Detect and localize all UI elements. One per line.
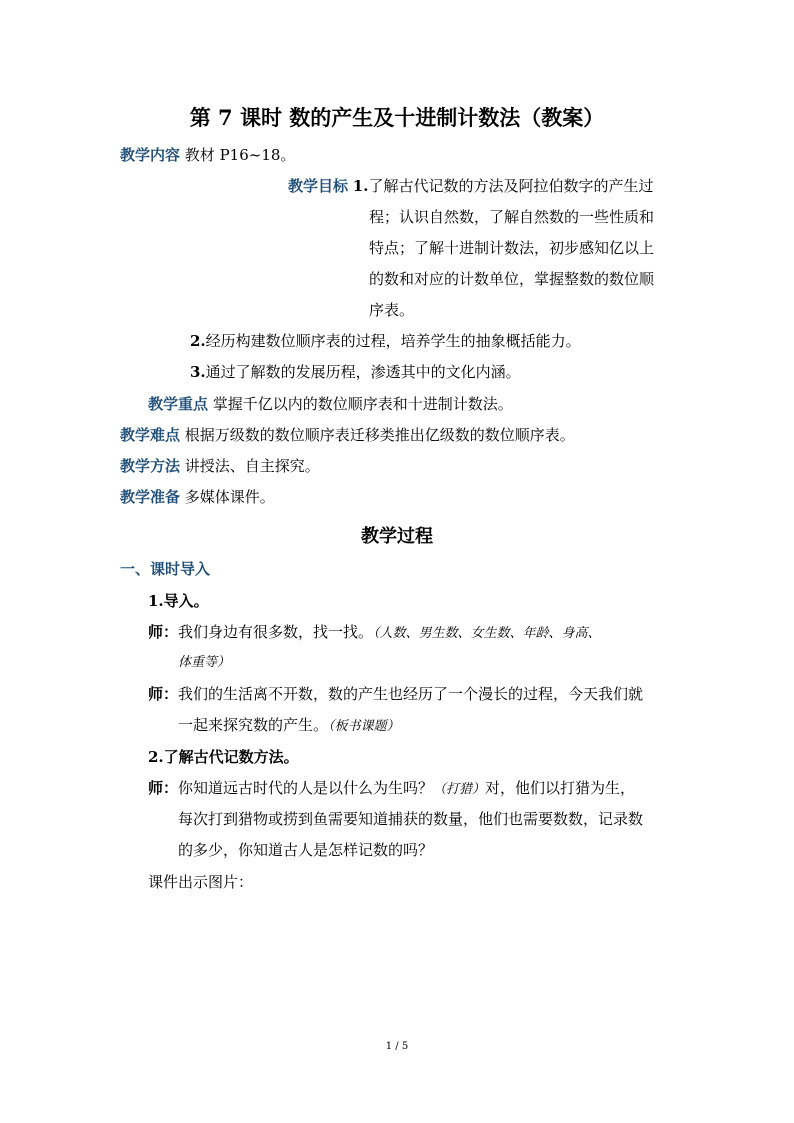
teacher-text: 你知道远古时代的人是以什么为生吗？	[178, 779, 434, 797]
teacher-note: （人数、男生数、女生数、年龄、身高、	[373, 626, 601, 641]
goal3-row	[190, 362, 521, 382]
goals-row	[288, 176, 653, 196]
teacher-label: 师：	[148, 685, 179, 703]
teacher-label: 师：	[148, 779, 179, 797]
step-heading: 1.导入。	[148, 592, 209, 610]
content-text: 教材 P16~18。	[184, 146, 296, 164]
difficulty-label: 教学难点	[120, 426, 181, 444]
prep-text: 多媒体课件。	[184, 488, 275, 506]
process-title: 教学过程	[361, 526, 433, 547]
page-number: 1 / 5	[385, 1041, 409, 1052]
goal1-line: 的数和对应的计数单位，掌握整数的数位顺	[369, 270, 655, 288]
method-text: 讲授法、自主探究。	[184, 457, 320, 475]
content-label: 教学内容	[120, 146, 181, 164]
teacher-line	[178, 715, 400, 737]
teacher-text: 的多少，你知道古人是怎样记数的吗？	[178, 841, 434, 859]
goal1-line: 特点；了解十进制计数法，初步感知亿以上	[369, 239, 655, 257]
goal2-number: 2.	[190, 332, 206, 350]
method-label: 教学方法	[120, 457, 181, 475]
goal1-line: 程；认识自然数，了解自然数的一些性质和	[369, 208, 655, 226]
teacher-text: 对，他们以打猎为生，	[485, 779, 636, 797]
content-row	[120, 145, 295, 165]
teacher-note: （板书课题）	[328, 719, 400, 734]
teacher-line	[148, 778, 635, 800]
teacher-note: 体重等）	[178, 655, 231, 670]
teacher-line	[148, 622, 601, 644]
prep-row	[120, 487, 275, 507]
goal1-line: 了解古代记数的方法及阿拉伯数字的产生过	[368, 177, 654, 195]
goal3-text: 通过了解数的发展历程，渗透其中的文化内涵。	[205, 363, 521, 381]
teacher-text: 我们的生活离不开数，数的产生也经历了一个漫长的过程，今天我们就	[178, 685, 644, 703]
goals-label: 教学目标	[288, 177, 349, 195]
page-title: 第 7 课时 数的产生及十进制计数法（教案）	[189, 105, 605, 130]
goal1-number: 1.	[352, 177, 369, 195]
teacher-line	[148, 684, 643, 704]
difficulty-text: 根据万级数的数位顺序表迁移类推出亿级数的数位顺序表。	[184, 426, 575, 444]
teacher-note: （打猎）	[433, 782, 486, 797]
key-point-label: 教学重点	[148, 395, 209, 413]
section-heading: 一、课时导入	[120, 560, 211, 578]
key-point-row	[148, 394, 513, 414]
teacher-text: 我们身边有很多数，找一找。	[178, 623, 374, 641]
teacher-text: 一起来探究数的产生。	[178, 716, 329, 734]
show-picture-text: 课件出示图片：	[148, 873, 254, 891]
key-point-text: 掌握千亿以内的数位顺序表和十进制计数法。	[212, 395, 513, 413]
goal3-number: 3.	[190, 363, 206, 381]
method-row	[120, 456, 320, 476]
teacher-label: 师：	[148, 623, 179, 641]
difficulty-row	[120, 425, 575, 445]
goal2-row	[190, 331, 581, 351]
prep-label: 教学准备	[120, 488, 181, 506]
teacher-text: 每次打到猎物或捞到鱼需要知道捕获的数量，他们也需要数数，记录数	[178, 810, 644, 828]
goal2-text: 经历构建数位顺序表的过程，培养学生的抽象概括能力。	[205, 332, 581, 350]
step-heading: 2.了解古代记数方法。	[148, 748, 299, 766]
goal1-line: 序表。	[369, 301, 415, 319]
